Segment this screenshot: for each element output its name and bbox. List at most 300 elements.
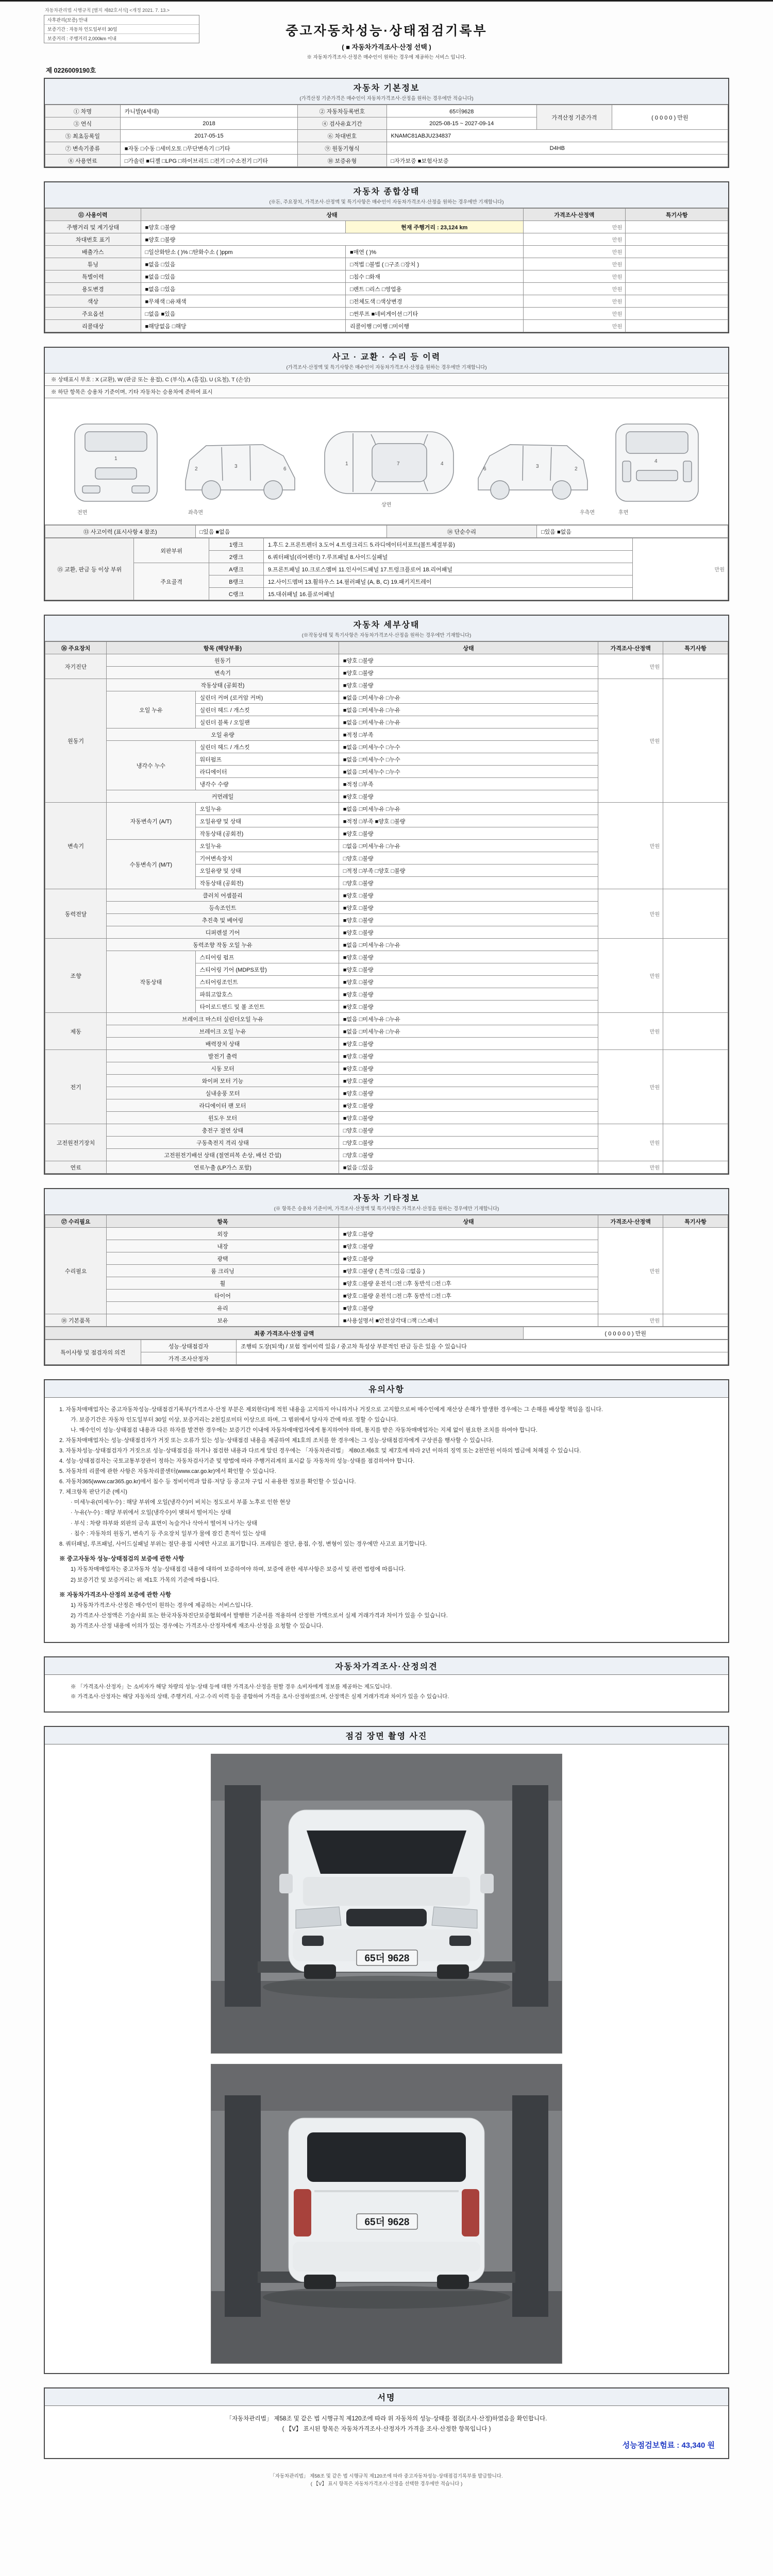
table-cell[interactable]: ■없음 □있음 [141,270,346,283]
table-cell: 만원 [632,538,728,600]
notice-line: 1) 자동차매매업자는 중고자동차 성능·상태점검 내용에 대하여 보증하여야 하며, 보증에 관한 세부사항은 보증서 및 관련 법령에 따릅니다. [71,1566,406,1573]
table-cell [663,1228,728,1314]
table-cell: 가격조사·산정액 [598,1215,663,1228]
section-signature [44,2387,729,2459]
table-cell: 성능·상태점검자 [141,1340,237,1352]
table-cell [663,1161,728,1174]
table-cell: 유리 [107,1302,339,1314]
table-cell[interactable]: ■양호 □불량 [339,1112,598,1124]
table-cell: 만원 [523,270,626,283]
table-cell: 만원 [598,654,663,679]
table-cell[interactable]: ■양호 □불량 ( 흔적 □있음 □없음 ) [339,1265,598,1277]
svg-text:2: 2 [575,466,578,472]
overall-condition-table [45,208,728,332]
table-cell: 튜닝 [45,258,141,270]
table-cell[interactable]: ■양호 □불량 [339,902,598,914]
notice-line: ※ 중고자동차 성능·상태점검의 보증에 관한 사항 [59,1555,184,1562]
table-cell: 연료누출 (LP가스 포함) [107,1161,339,1174]
table-cell: 항목 [107,1215,339,1228]
section-etc-title: 자동차 기타정보 (※ 항목은 승용차 기준이며, 가격조사·산정액 및 특기사항은 가격조사·산정을 원하는 경우에만 기재합니다) [45,1189,728,1215]
basic-info-table [45,105,728,167]
table-cell: ④ 검사유효기간 [298,117,386,130]
table-cell[interactable]: ■적정 □부족 [339,728,598,741]
notice-line: 4. 성능·상태점검자는 국토교통부장관이 정하는 자동차검사기준 및 방법에 따라 주행거리계의 표시값 등 자동차의 성능·상태를 점검하여야 합니다. [59,1458,415,1465]
table-cell: 광택 [107,1252,339,1265]
table-cell: 고전원전기배선 상태 (절연피복 손상, 배선 간섭) [107,1149,339,1161]
table-cell[interactable]: ■없음 □미세누유 □누유 [339,939,598,951]
table-cell: 커먼레일 [107,790,339,803]
front-photo-illustration [211,1754,562,2053]
table-cell: 충전구 절연 상태 [107,1124,339,1137]
table-cell [626,295,728,308]
table-cell[interactable]: ■없음 □미세누유 □누유 [339,803,598,815]
table-cell[interactable]: □렌트 □리스 □영업용 [346,283,524,295]
table-cell [663,1314,728,1327]
svg-text:상면: 상면 [381,502,392,508]
table-cell[interactable]: ■사용설명서 ■안전삼각대 □잭 □스패너 [339,1314,598,1327]
table-cell[interactable]: ■적정 □부족 ■양호 □불량 [339,815,598,827]
table-cell: 라디에이터 [195,766,339,778]
table-cell: ③ 연식 [45,117,121,130]
table-cell: 변속기 [107,667,339,679]
table-cell: 용도변경 [45,283,141,295]
table-cell[interactable]: ■양호 □불량 운전석 □전 □후 동반석 □전 □후 [339,1290,598,1302]
notice-line: · 침수 : 자동차의 원동기, 변속기 등 주요장치 일부가 물에 잠긴 흔적이 있는 상태 [71,1530,266,1537]
table-cell[interactable]: ■양호 □불량 [339,1062,598,1075]
table-cell: 와이퍼 모터 기능 [107,1075,339,1087]
table-cell: 주요골격 [134,563,209,600]
table-cell [663,679,728,803]
inspection-photo-rear [211,2064,562,2364]
table-cell: 만원 [598,679,663,803]
table-cell: 타이로드엔드 및 볼 조인트 [195,1001,339,1013]
aftercare-line: 보증기간 : 자동차 인도일부터 30일 [44,25,199,34]
table-cell: ① 차명 [45,105,121,117]
table-cell: 스티어링 펌프 [195,951,339,963]
page-title-note: ※ 자동차가격조사·산정은 매수인이 원하는 경우에 제공하는 서비스 입니다. [307,55,466,60]
odometer: 현재 주행거리 : 23,124 km [346,221,524,233]
section-etc-info [44,1188,729,1366]
table-cell[interactable]: □없음 □미세누유 □누유 [339,840,598,852]
table-cell[interactable]: ■양호 □불량 [339,654,598,667]
table-cell[interactable]: ■양호 □불량 [141,233,523,246]
table-cell: 고전원전기장치 [45,1124,107,1161]
table-cell [663,1124,728,1161]
table-cell: 냉각수 누수 [107,741,195,790]
table-cell[interactable]: □있음 ■없음 [537,526,728,538]
table-cell: 자기진단 [45,654,107,679]
table-cell[interactable]: □적정 □부족 □양호 □불량 [339,865,598,877]
table-cell: 제동 [45,1013,107,1050]
table-cell[interactable]: □썬루프 ■네비게이션 □기타 [346,308,524,320]
svg-text:1: 1 [345,461,348,467]
table-cell [626,246,728,258]
table-cell: 오일 누유 [107,691,195,728]
table-cell: 만원 [523,283,626,295]
table-cell: ⑰ 수리필요 [45,1215,107,1228]
accident-flags-table [45,525,728,538]
table-cell: 만원 [598,939,663,1013]
form-reference: 자동차관리법 시행규칙 [별지 제82호서식] <개정 2021. 7. 13.> [45,8,170,13]
photos-body [45,1744,728,2373]
table-cell[interactable]: ■없음 □미세누수 □누수 [339,741,598,753]
table-cell[interactable]: ■양호 □불량 [339,790,598,803]
table-cell: 리콜대상 [45,320,141,332]
table-cell: 만원 [523,295,626,308]
table-cell: 오일유량 및 상태 [195,865,339,877]
table-cell: 만원 [523,233,626,246]
reg-no: 65더9628 [386,105,537,117]
svg-text:3: 3 [536,464,539,469]
svg-text:7: 7 [397,461,400,467]
table-cell: 배력장치 상태 [107,1038,339,1050]
table-cell: 만원 [598,889,663,939]
engine-type: D4HB [386,142,728,155]
table-cell: 특별이력 [45,270,141,283]
table-cell: 오일유량 및 상태 [195,815,339,827]
table-cell [626,283,728,295]
table-cell[interactable]: ■양호 □불량 [339,1038,598,1050]
panel-rank-table [45,538,728,600]
aftercare-line: 보증거리 : 주행거리 2,000km 이내 [47,36,116,41]
svg-text:4: 4 [654,459,658,464]
table-cell[interactable]: □없음 ■있음 [141,308,346,320]
table-cell: 전기 [45,1050,107,1124]
table-cell: 워터펌프 [195,753,339,766]
footer-note: 「자동차관리법」 제58조 및 같은 법 시행규칙 제120조에 따라 중고자동차성능·상태점검기록부를 발급합니다. ( 【V】 표시 항목은 자동차가격조사·산정을 선택한 경우에만 적습니다 ) [270,2473,503,2487]
notice-line: 2) 보증기간 및 보증거리는 위 제1호 가목의 기준에 따릅니다. [71,1577,219,1583]
table-cell[interactable]: ■양호 □불량 [339,667,598,679]
section-overall-condition [44,181,729,333]
table-cell: 외장 [107,1228,339,1240]
table-cell: 만원 [523,258,626,270]
table-cell[interactable]: ■양호 □불량 [339,1050,598,1062]
table-cell: 원동기 [107,654,339,667]
table-cell [663,803,728,889]
svg-text:6: 6 [483,466,486,472]
table-cell: 실린더 커버 (로커암 커버) [195,691,339,704]
table-cell: ⑤ 최초등록일 [45,130,121,142]
table-cell: 최종 가격조사·산정 금액 [45,1327,524,1340]
document-header [44,6,729,75]
model-year: 2018 [120,117,298,130]
table-cell[interactable]: □양호 □불량 [339,1124,598,1137]
table-cell: 상태 [339,1215,598,1228]
table-cell[interactable]: □양호 □불량 [339,1137,598,1149]
table-cell[interactable]: ■양호 □불량 [339,679,598,691]
table-cell[interactable]: ■양호 □불량 [339,1075,598,1087]
table-cell: 등속조인트 [107,902,339,914]
table-cell [663,1013,728,1050]
section-pricing-title: 자동차가격조사·산정의견 [45,1657,728,1675]
table-cell[interactable]: ■양호 □불량 [339,827,598,840]
table-cell[interactable]: ■양호 □불량 [339,1240,598,1252]
table-cell: 작동상태 [107,951,195,1013]
notice-line: 6. 자동차365(www.car365.go.kr)에서 침수 등 정비이력과 압류·저당 등 중고차 구입 시 유용한 정보를 확인할 수 있습니다. [59,1479,356,1485]
table-cell: 작동상태 (공회전) [195,827,339,840]
table-cell: B랭크 [209,575,264,588]
table-cell: 추진축 및 베어링 [107,914,339,926]
table-cell: 오일누유 [195,840,339,852]
section-basic-info [44,78,729,168]
table-cell[interactable]: □전체도색 □색상변경 [346,295,524,308]
table-cell [626,233,728,246]
table-cell[interactable]: ■없음 □미세누수 □누수 [339,753,598,766]
table-cell: 룸 크리닝 [107,1265,339,1277]
table-cell[interactable]: ■양호 □불량 [339,976,598,988]
table-cell[interactable]: □양호 □불량 [339,1149,598,1161]
rear-license-plate: 65더 9628 [364,2217,410,2228]
notice-line: 5. 자동차의 리콜에 관한 사항은 자동차리콜센터(www.car.go.kr)에서 확인할 수 있습니다. [59,1468,276,1475]
first-reg-date: 2017-05-15 [120,130,298,142]
table-cell[interactable]: ■해당없음 □해당 [141,320,346,332]
svg-text:우측면: 우측면 [580,510,595,516]
section-signature-title: 서명 [45,2388,728,2406]
aftercare-line: 사후관리(보증) 안내 [44,15,199,25]
page-subtitle: ( ■ 자동차가격조사·산정 선택 ) [342,43,431,51]
table-cell[interactable]: ■양호 □불량 [339,926,598,939]
table-cell: 가격조사·산정액 [598,642,663,654]
table-cell: 만원 [598,1013,663,1050]
table-cell: 실린더 헤드 / 개스킷 [195,704,339,716]
table-cell: ⑥ 차대번호 [298,130,386,142]
table-cell: 주행거리 및 계기상태 [45,221,141,233]
section-photos [44,1726,729,2374]
table-cell: 가격조사·산정액 [523,209,626,221]
table-cell: 보유 [107,1314,339,1327]
table-cell: 항목 (해당부품) [107,642,339,654]
table-cell: 기어변속장치 [195,852,339,865]
detail-condition-table [45,641,728,1174]
table-cell: 클러치 어셈블리 [107,889,339,902]
svg-text:2: 2 [195,466,198,472]
table-cell[interactable]: □자가보증 ■보험사보증 [386,155,728,167]
table-cell: 만원 [598,803,663,889]
table-cell: 15.대쉬패널 16.플로어패널 [264,588,633,600]
table-cell[interactable]: ■양호 □불량 [339,963,598,976]
table-cell [663,939,728,1013]
notice-line: 1. 자동차매매업자는 중고자동차성능·상태점검기록부(가격조사·산정 부분은 제외한다)에 적힌 내용을 고지하지 아니하거나 거짓으로 고지함으로써 매수인에게 재산상 손해가 발생한 경우에는 그 손해를 배상할 책임을 집니다. [59,1406,603,1413]
table-cell: 윈도우 모터 [107,1112,339,1124]
table-cell: ⑮ 교환, 판금 등 이상 부위 [45,538,134,600]
notice-line: 3) 가격조사·산정 내용에 이의가 있는 경우에는 가격조사·산정자에게 재조사·산정을 요청할 수 있습니다. [71,1623,324,1630]
diagram-basis-note: ※ 하단 항목은 승용차 기준이며, 기타 자동차는 승용차에 준하여 표시 [45,386,728,398]
final-price-table [45,1327,728,1340]
aftercare-box [44,15,199,43]
table-cell: ⑧ 사용연료 [45,155,121,167]
table-cell: 오일 유량 [107,728,339,741]
inspection-period: 2025-08-15 ~ 2027-09-14 [386,117,537,130]
table-cell: 1.후드 2.프론트펜더 3.도어 4.트렁크리드 5.라디에이터서포트(볼트체결부품) [264,538,633,551]
table-cell[interactable]: ■없음 □미세누유 □누유 [339,691,598,704]
table-cell: 자동변속기 (A/T) [107,803,195,840]
section-detail-title: 자동차 세부상태 (※작동상태 및 특기사항은 자동차가격조사·산정을 원하는 경우에만 기재합니다) [45,616,728,641]
vehicle-diagram [45,398,728,525]
section-notices-title: 유의사항 [45,1380,728,1398]
table-cell: 만원 [523,221,626,233]
table-cell: 배출가스 [45,246,141,258]
table-cell: 디퍼렌셜 기어 [107,926,339,939]
table-cell: 실린더 블록 / 오일팬 [195,716,339,728]
etc-info-table [45,1215,728,1327]
table-cell: 만원 [598,1314,663,1327]
notice-line: 7. 체크항목 판단기준 (예시) [59,1489,127,1496]
vin: KNAMC81ABJU234837 [386,130,728,142]
table-cell: 특이사항 및 점검자의 의견 [45,1340,141,1365]
table-cell[interactable]: □일산화탄소 ( )% □탄화수소 ( )ppm [141,246,346,258]
table-cell: 브레이크 마스터 실린더오일 누유 [107,1013,339,1025]
table-cell[interactable]: ■양호 □불량 [339,914,598,926]
table-cell[interactable]: ■적정 □부족 [339,778,598,790]
table-cell [626,270,728,283]
inspection-insurance-fee: 성능점검보험료 : 43,340 원 [622,2441,715,2450]
rear-photo-illustration [211,2064,562,2363]
section-notices [44,1379,729,1643]
vehicle-diagram-svg [57,403,716,519]
table-cell: 라디에이터 팬 모터 [107,1099,339,1112]
table-cell[interactable]: ■없음 □있음 [141,283,346,295]
table-cell[interactable]: ■양호 □불량 [339,951,598,963]
svg-text:4: 4 [441,461,444,467]
table-cell[interactable]: ■없음 □미세누유 □누유 [339,704,598,716]
table-cell[interactable]: □가솔린 ■디젤 □LPG □하이브리드 □전기 □수소전기 □기타 [120,155,298,167]
section-overall-title: 자동차 종합상태 (※돈, 주요장치, 가격조사·산정액 및 특기사항은 매수인이 자동차가격조사·산정을 원하는 경우에만 기재합니다) [45,182,728,208]
table-cell[interactable]: □적법 □불법 ( □구조 □장치 ) [346,258,524,270]
state-code-legend: ※ 상태표시 부호 : X (교환), W (판금 또는 용접), C (부식), A (흠집), U (요철), T (손상) [45,374,728,386]
notice-line: 2) 가격조사·산정액은 기술사회 또는 한국자동차진단보증협회에서 발행한 기준서를 적용하여 산정한 가액으로서 실제 거래가격과 차이가 있을 수 있습니다. [71,1613,448,1619]
table-cell[interactable]: ■자동 □수동 □세미오토 □무단변속기 □기타 [120,142,298,155]
table-cell: 2랭크 [209,551,264,563]
inspector-opinion-table [45,1340,728,1365]
table-cell[interactable]: 리콜이행 □이행 □미이행 [346,320,524,332]
table-cell: 실내송풍 모터 [107,1087,339,1099]
table-cell[interactable]: ■양호 □불량 [339,1087,598,1099]
table-cell: 만원 [598,1050,663,1124]
notice-line: ※ 가격조사·산정자는 해당 자동차의 상태, 주행거리, 사고·수리 이력 등을 종합하여 가격을 조사·산정하였으며, 산정액은 실제 거래가격과 차이가 있을 수 있습니다. [71,1693,449,1700]
table-cell[interactable]: ■없음 □미세누유 □누유 [339,1013,598,1025]
table-cell: 만원 [598,1228,663,1314]
table-cell: ⑨ 원동기형식 [298,142,386,155]
table-cell: 수리필요 [45,1228,107,1314]
svg-text:좌측면: 좌측면 [188,510,203,516]
table-cell: 수동변속기 (M/T) [107,840,195,889]
document-number: 제 0226009190호 [46,67,96,74]
signature-body [45,2406,728,2458]
table-cell: 9.프론트패널 10.크로스멤버 11.인사이드패널 17.트렁크플로어 18.리어패널 [264,563,633,575]
table-cell: ⑩ 보증유형 [298,155,386,167]
section-detail-condition [44,615,729,1175]
table-cell[interactable]: ■양호 □불량 [339,1228,598,1240]
notice-line: ※ 자동차가격조사·산정의 보증에 관한 사항 [59,1591,171,1598]
notice-line: · 미세누유(미세누수) : 해당 부위에 오일(냉각수)이 비치는 정도로서 부품 노후로 인한 현상 [71,1499,291,1506]
table-cell[interactable]: ■없음 □있음 [141,258,346,270]
front-license-plate: 65더 9628 [364,1953,410,1964]
table-cell: 차대번호 표기 [45,233,141,246]
table-cell[interactable]: ■무채색 □유채색 [141,295,346,308]
notice-line: ※ 「가격조사·산정자」는 소비자가 해당 차량의 성능·상태 등에 대한 가격조사·산정을 원할 경우 소비자에게 정보를 제공하는 제도입니다. [71,1683,392,1690]
notice-line: 8. 쿼터패널, 루프패널, 사이드실패널 부위는 절단·용접 시에만 사고로 표기합니다. 프레임은 절단, 용접, 수정, 변형이 있는 경우에만 사고로 표기합니다. [59,1540,427,1547]
table-cell [626,308,728,320]
table-cell: 12.사이드멤버 13.휠하우스 14.필러패널 (A, B, C) 19.패키지트레이 [264,575,633,588]
svg-text:1: 1 [114,456,117,462]
table-cell: ⑬ 사고이력 (표시사항 4 참조) [45,526,196,538]
table-cell: ⑦ 변속기종류 [45,142,121,155]
table-cell[interactable]: ■양호 □불량 [339,889,598,902]
table-cell: 상태 [339,642,598,654]
base-price: ( 0 0 0 0 ) 만원 [612,105,728,130]
table-cell: 1랭크 [209,538,264,551]
notice-line: 1) 자동차가격조사·산정은 매수인이 원하는 경우에 제공하는 서비스입니다. [71,1602,253,1609]
table-cell: 6.쿼터패널(리어펜더) 7.루프패널 8.사이드실패널 [264,551,633,563]
table-cell: 동력조향 작동 오일 누유 [107,939,339,951]
table-cell[interactable]: □침수 □화재 [346,270,524,283]
notice-line: 나. 매수인이 성능·상태점검 내용과 다른 하자를 발견한 경우에는 보증기간 이내에 자동차매매업자에게 통지하여야 하며, 통지를 받은 자동차매매업자는 지체 없이 필요한 조치를 하여야 합니다. [71,1427,537,1434]
table-cell[interactable]: ■없음 □있음 [339,1161,598,1174]
table-cell: A랭크 [209,563,264,575]
table-cell[interactable]: □양호 □불량 [339,877,598,889]
table-cell: 시동 모터 [107,1062,339,1075]
section-accident-title: 사고 · 교환 · 수리 등 이력 (가격조사·산정액 및 특기사항은 매수인이 자동차가격조사·산정을 원하는 경우에만 기재합니다) [45,348,728,374]
table-cell[interactable]: ■양호 □불량 [339,1099,598,1112]
table-cell: C랭크 [209,588,264,600]
table-cell[interactable]: ■양호 □불량 [339,1302,598,1314]
table-cell: 만원 [598,1161,663,1174]
svg-text:6: 6 [283,466,287,472]
table-cell[interactable]: ■매연 ( )% [346,246,524,258]
table-cell[interactable]: □양호 □불량 [339,852,598,865]
notice-line: 2. 자동차매매업자는 성능·상태점검자가 거짓 또는 오류가 있는 성능·상태점검 내용을 제공하여 제1호의 조치를 한 경우에는 그 성능·상태점검자에게 구상권을 행사할 수 있습니다. [59,1437,493,1444]
table-cell[interactable]: □있음 ■없음 [195,526,386,538]
table-cell: 파워고압호스 [195,988,339,1001]
table-cell[interactable]: ■양호 □불량 [339,1252,598,1265]
table-cell: 특기사항 [663,642,728,654]
table-cell: 브레이크 오일 누유 [107,1025,339,1038]
table-cell[interactable]: ■양호 □불량 [339,988,598,1001]
table-cell [626,258,728,270]
table-cell[interactable]: ■양호 □불량 [141,221,346,233]
table-cell: 냉각수 수량 [195,778,339,790]
section-basic-title: 자동차 기본정보 (가격산정 기준가격은 매수인이 자동차가격조사·산정을 원하는 경우에만 적습니다) [45,79,728,105]
table-cell: 원동기 [45,679,107,803]
table-cell: 만원 [523,246,626,258]
section-photos-title: 점검 장면 촬영 사진 [45,1727,728,1744]
table-cell[interactable]: ■양호 □불량 [339,1001,598,1013]
table-cell [626,221,728,233]
car-name: 카니발(4세대) [120,105,298,117]
table-cell: ⑭ 단순수리 [386,526,537,538]
table-cell [663,654,728,679]
table-cell: 외판부위 [134,538,209,563]
table-cell: 상태 [141,209,523,221]
final-price-value: ( 0 0 0 0 0 ) 만원 [523,1327,728,1340]
table-cell: 발전기 출력 [107,1050,339,1062]
table-cell: 타이어 [107,1290,339,1302]
table-cell[interactable]: ■없음 □미세누유 □누유 [339,1025,598,1038]
table-cell [237,1352,728,1365]
table-cell[interactable]: ■없음 □미세누수 □누수 [339,766,598,778]
table-cell[interactable]: ■없음 □미세누유 □누유 [339,716,598,728]
notice-line: · 부식 : 차량 하부와 외판의 금속 표면이 녹슬거나 삭아서 떨어져 나가는 상태 [71,1520,258,1527]
inspector-opinion: 조행띠 도장(퇴색) / 보험 정비이력 있음 / 중고차 특성상 부분적인 판금 등은 있을 수 있습니다 [237,1340,728,1352]
table-cell: 작동상태 (공회전) [107,679,339,691]
notice-line: 3. 자동차성능·상태점검자가 거짓으로 성능·상태점검을 하거나 점검한 내용과 다르게 알린 경우에는 「자동차관리법」 제80조제6호 및 제7호에 따라 2년 이하의 징역 또는 2천만원 이하의 벌금에 처해질 수 있습니다. [59,1448,581,1454]
signature-line-1: 「자동차관리법」 제58조 및 같은 법 시행규칙 제120조에 따라 위 자동차의 성능·상태를 점검(조사·산정)하였음을 확인합니다. [226,2416,547,2422]
table-cell[interactable]: ■양호 □불량 운전석 □전 □후 동반석 □전 □후 [339,1277,598,1290]
table-cell: 주요옵션 [45,308,141,320]
table-cell: ⑪ 사용이력 [45,209,141,221]
table-cell: 내장 [107,1240,339,1252]
svg-text:후면: 후면 [618,510,629,516]
